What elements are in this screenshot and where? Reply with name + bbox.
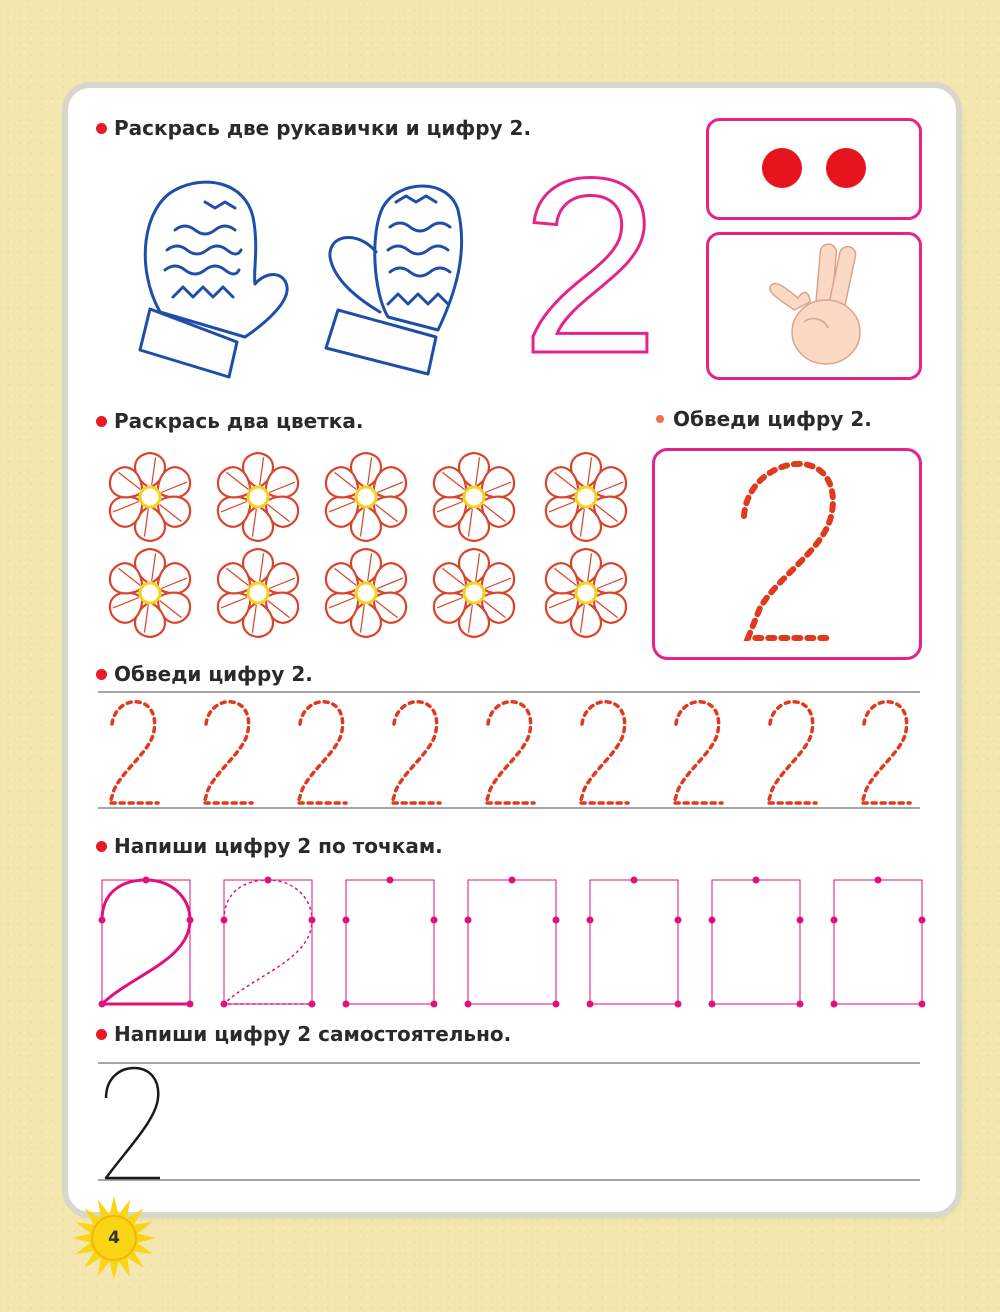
dotted-digit-two [862,702,910,803]
guide-dot [587,1001,594,1008]
page-number: 4 [108,1228,120,1248]
dot-cell[interactable] [709,877,804,1008]
dotted-digit-two [674,702,722,803]
svg-text:2: 2 [520,126,660,405]
dotted-digit-two [392,702,440,803]
guide-dot [919,917,926,924]
dot-cell[interactable] [99,877,194,1008]
flower-icon[interactable] [428,549,519,637]
guide-dot [387,877,394,884]
guide-dot [553,1001,560,1008]
flower-icon[interactable] [212,549,303,637]
dot-count-card [706,118,922,220]
mitten-left-icon[interactable] [135,172,295,380]
guide-dot [465,1001,472,1008]
flower-icon[interactable] [104,453,195,541]
dot-cell[interactable] [343,877,438,1008]
bullet-icon [96,416,107,427]
flower-icon[interactable] [320,453,411,541]
dot-cell[interactable] [587,877,682,1008]
flower-icon[interactable] [320,549,411,637]
guide-dot [797,1001,804,1008]
red-dot [762,148,802,188]
guide-dot [343,917,350,924]
guide-dot [553,917,560,924]
flower-icon[interactable] [540,549,631,637]
dot-cells-row[interactable] [98,876,924,1010]
dots-heading [96,834,443,858]
guide-dot [431,1001,438,1008]
guide-dot [587,917,594,924]
guide-dot [99,917,106,924]
guide-dot [631,877,638,884]
flowers-grid [100,450,640,640]
bullet-icon [96,123,107,134]
guide-dot [265,877,272,884]
trace-row-heading [96,662,313,686]
bullet-icon [96,669,107,680]
bullet-icon [96,841,107,852]
guide-dot [509,877,516,884]
guide-dot [99,1001,106,1008]
guide-dot [187,1001,194,1008]
dotted-digit-two [486,702,534,803]
guide-dot [831,917,838,924]
guide-dot [753,877,760,884]
finger-count-card [706,232,922,380]
mitten-right-icon[interactable] [318,172,478,380]
bullet-icon [96,1029,107,1040]
trace-row-instruction: Обведи цифру 2. [114,662,313,686]
guide-dot [675,1001,682,1008]
sample-digit-two [106,1068,160,1178]
guide-dot [675,917,682,924]
trace-big-heading [656,407,872,431]
guide-dot [709,917,716,924]
dots-instruction: Напиши цифру 2 по точкам. [114,834,443,858]
trace-row[interactable] [98,690,920,812]
flower-icon[interactable] [540,453,631,541]
flowers-heading [96,409,363,433]
guide-dot [465,917,472,924]
dotted-digit-two [204,702,252,803]
guide-dot [797,917,804,924]
guide-dot [343,1001,350,1008]
guide-dot [221,917,228,924]
guide-dot [221,1001,228,1008]
trace-big-instruction: Обведи цифру 2. [673,407,872,431]
flower-icon[interactable] [428,453,519,541]
dotted-digit-two [768,702,816,803]
flowers-instruction: Раскрась два цветка. [114,409,364,433]
free-writing-area[interactable] [98,1060,920,1184]
red-dot [826,148,866,188]
dotted-digit-two [110,702,158,803]
bullet-icon [656,415,664,423]
dot-cell[interactable] [831,877,926,1008]
guide-dot [309,917,316,924]
guide-dot [309,1001,316,1008]
guide-dot [187,917,194,924]
flower-icon[interactable] [212,453,303,541]
dashed-digit-two [224,880,312,1004]
guide-dot [831,1001,838,1008]
outlined-digit-two[interactable] [505,126,675,405]
guide-dot [919,1001,926,1008]
guide-dot [709,1001,716,1008]
mittens-instruction: Раскрась две рукавички и цифру 2. [114,116,532,140]
guide-dot [143,877,150,884]
mittens-heading [96,116,531,140]
dotted-digit-two [298,702,346,803]
trace-big-card[interactable] [652,448,922,660]
dot-cell[interactable] [221,877,316,1008]
free-heading [96,1022,511,1046]
flower-icon[interactable] [104,549,195,637]
dotted-digit-two [580,702,628,803]
guide-dot [431,917,438,924]
free-instruction: Напиши цифру 2 самостоятельно. [114,1022,512,1046]
dot-cell[interactable] [465,877,560,1008]
guide-dot [875,877,882,884]
solid-digit-two [102,880,190,1004]
